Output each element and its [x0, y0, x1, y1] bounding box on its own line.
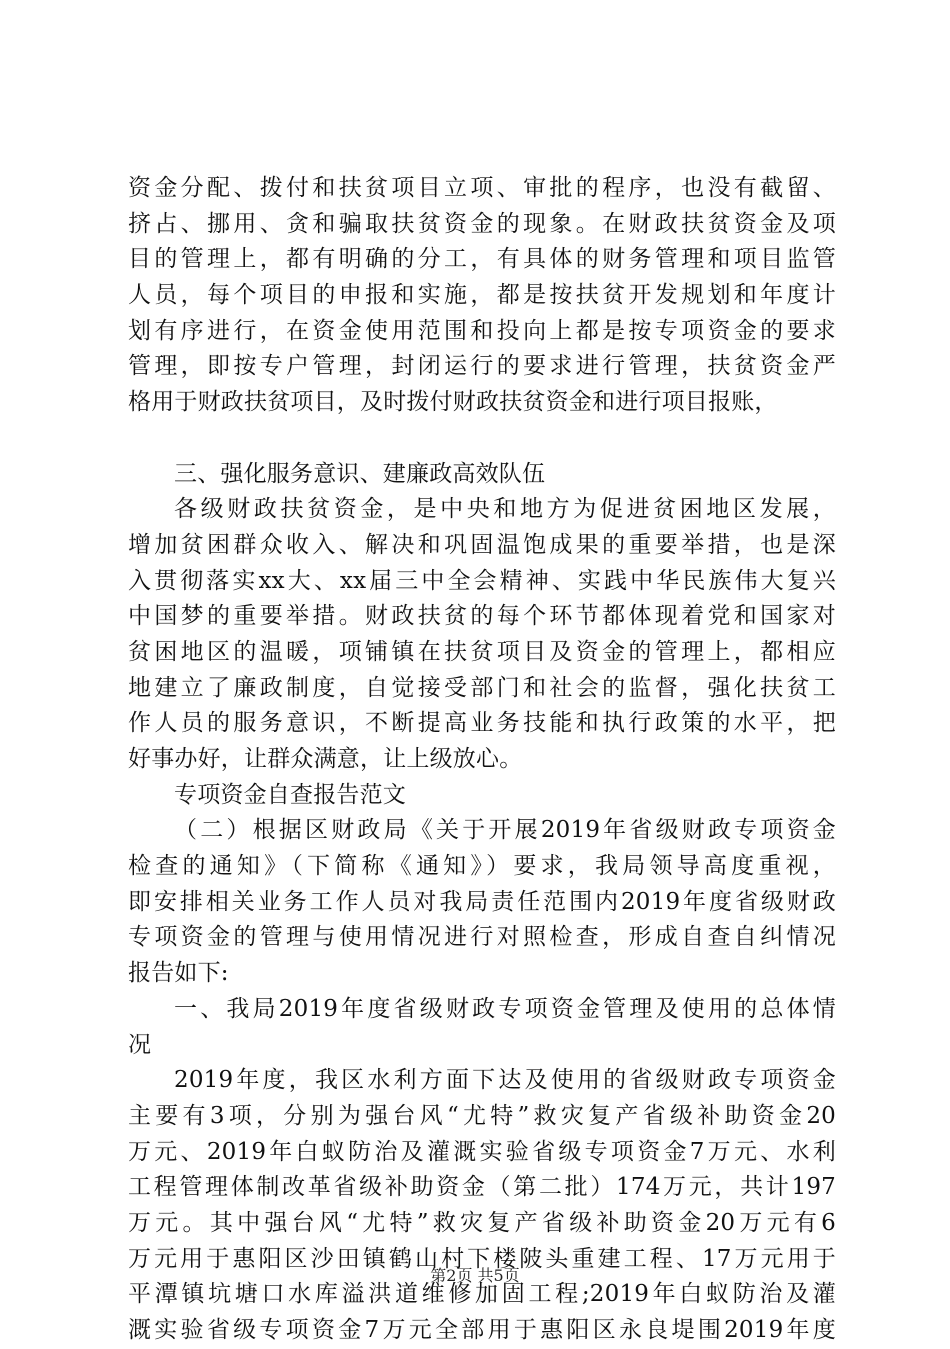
section-heading: 三、强化服务意识、建廉政高效队伍: [174, 460, 546, 487]
paragraph-gap: [128, 421, 836, 457]
text-line: 主要有3项，分别为强台风“尤特”救灾复产省级补助资金20: [128, 1102, 836, 1129]
text-line: 作人员的服务意识，不断提高业务技能和执行政策的水平，把: [128, 710, 836, 737]
text-line: 挤占、挪用、贪和骗取扶贫资金的现象。在财政扶贫资金及项: [128, 210, 836, 237]
text-line: 万元、2019年白蚁防治及灌溉实验省级专项资金7万元、水利: [128, 1138, 836, 1165]
text-line: 贫困地区的温暖，项铺镇在扶贫项目及资金的管理上，都相应: [128, 638, 836, 665]
text-line: 工程管理体制改革省级补助资金（第二批）174万元，共计197: [128, 1174, 836, 1201]
text-line: 报告如下:: [128, 960, 229, 987]
text-line: （二）根据区财政局《关于开展2019年省级财政专项资金: [174, 817, 836, 844]
text-line: 人员，每个项目的申报和实施，都是按扶贫开发规划和年度计: [128, 282, 836, 309]
text-line: 溉实验省级专项资金7万元全部用于惠阳区永良堤围2019年度: [128, 1317, 836, 1343]
section-heading: 专项资金自查报告范文: [174, 781, 406, 808]
page-number-footer: 第2页 共5页: [430, 1266, 520, 1285]
text-line: 好事办好，让群众满意，让上级放心。: [128, 746, 523, 772]
text-line: 况: [128, 1031, 152, 1058]
text-line: 管理，即按专户管理，封闭运行的要求进行管理，扶贫资金严: [128, 353, 836, 380]
text-line: 即安排相关业务工作人员对我局责任范围内2019年度省级财政: [128, 888, 836, 915]
text-line: 资金分配、拨付和扶贫项目立项、审批的程序，也没有截留、: [128, 175, 836, 201]
text-line: 格用于财政扶贫项目，及时拨付财政扶贫资金和进行项目报账，: [128, 389, 778, 416]
text-line: 中国梦的重要举措。财政扶贫的每个环节都体现着党和国家对: [128, 603, 836, 630]
text-line: 增加贫困群众收入、解决和巩固温饱成果的重要举措，也是深: [128, 531, 836, 558]
text-line: 检查的通知》（下简称《通知》）要求，我局领导高度重视，: [128, 853, 836, 880]
document-body: [128, 171, 836, 1349]
text-line: 划有序进行，在资金使用范围和投向上都是按专项资金的要求: [128, 317, 836, 344]
text-line: 目的管理上，都有明确的分工，有具体的财务管理和项目监管: [128, 246, 836, 273]
text-line: 平潭镇坑塘口水库溢洪道维修加固工程;2019年白蚁防治及灌: [128, 1281, 836, 1308]
text-line: 万元用于惠阳区沙田镇鹤山村下楼陂头重建工程、17万元用于: [128, 1245, 836, 1272]
text-line: 专项资金的管理与使用情况进行对照检查，形成自查自纠情况: [128, 924, 836, 951]
text-line: 各级财政扶贫资金，是中央和地方为促进贫困地区发展，: [174, 496, 836, 523]
text-line: 地建立了廉政制度，自觉接受部门和社会的监督，强化扶贫工: [128, 674, 836, 701]
section-heading: 一、我局2019年度省级财政专项资金管理及使用的总体情: [174, 995, 836, 1022]
text-line: 入贯彻落实xx大、xx届三中全会精神、实践中华民族伟大复兴: [128, 567, 836, 594]
text-line: 万元。其中强台风“尤特”救灾复产省级补助资金20万元有6: [128, 1209, 836, 1236]
text-line: 2019年度，我区水利方面下达及使用的省级财政专项资金: [174, 1067, 836, 1094]
